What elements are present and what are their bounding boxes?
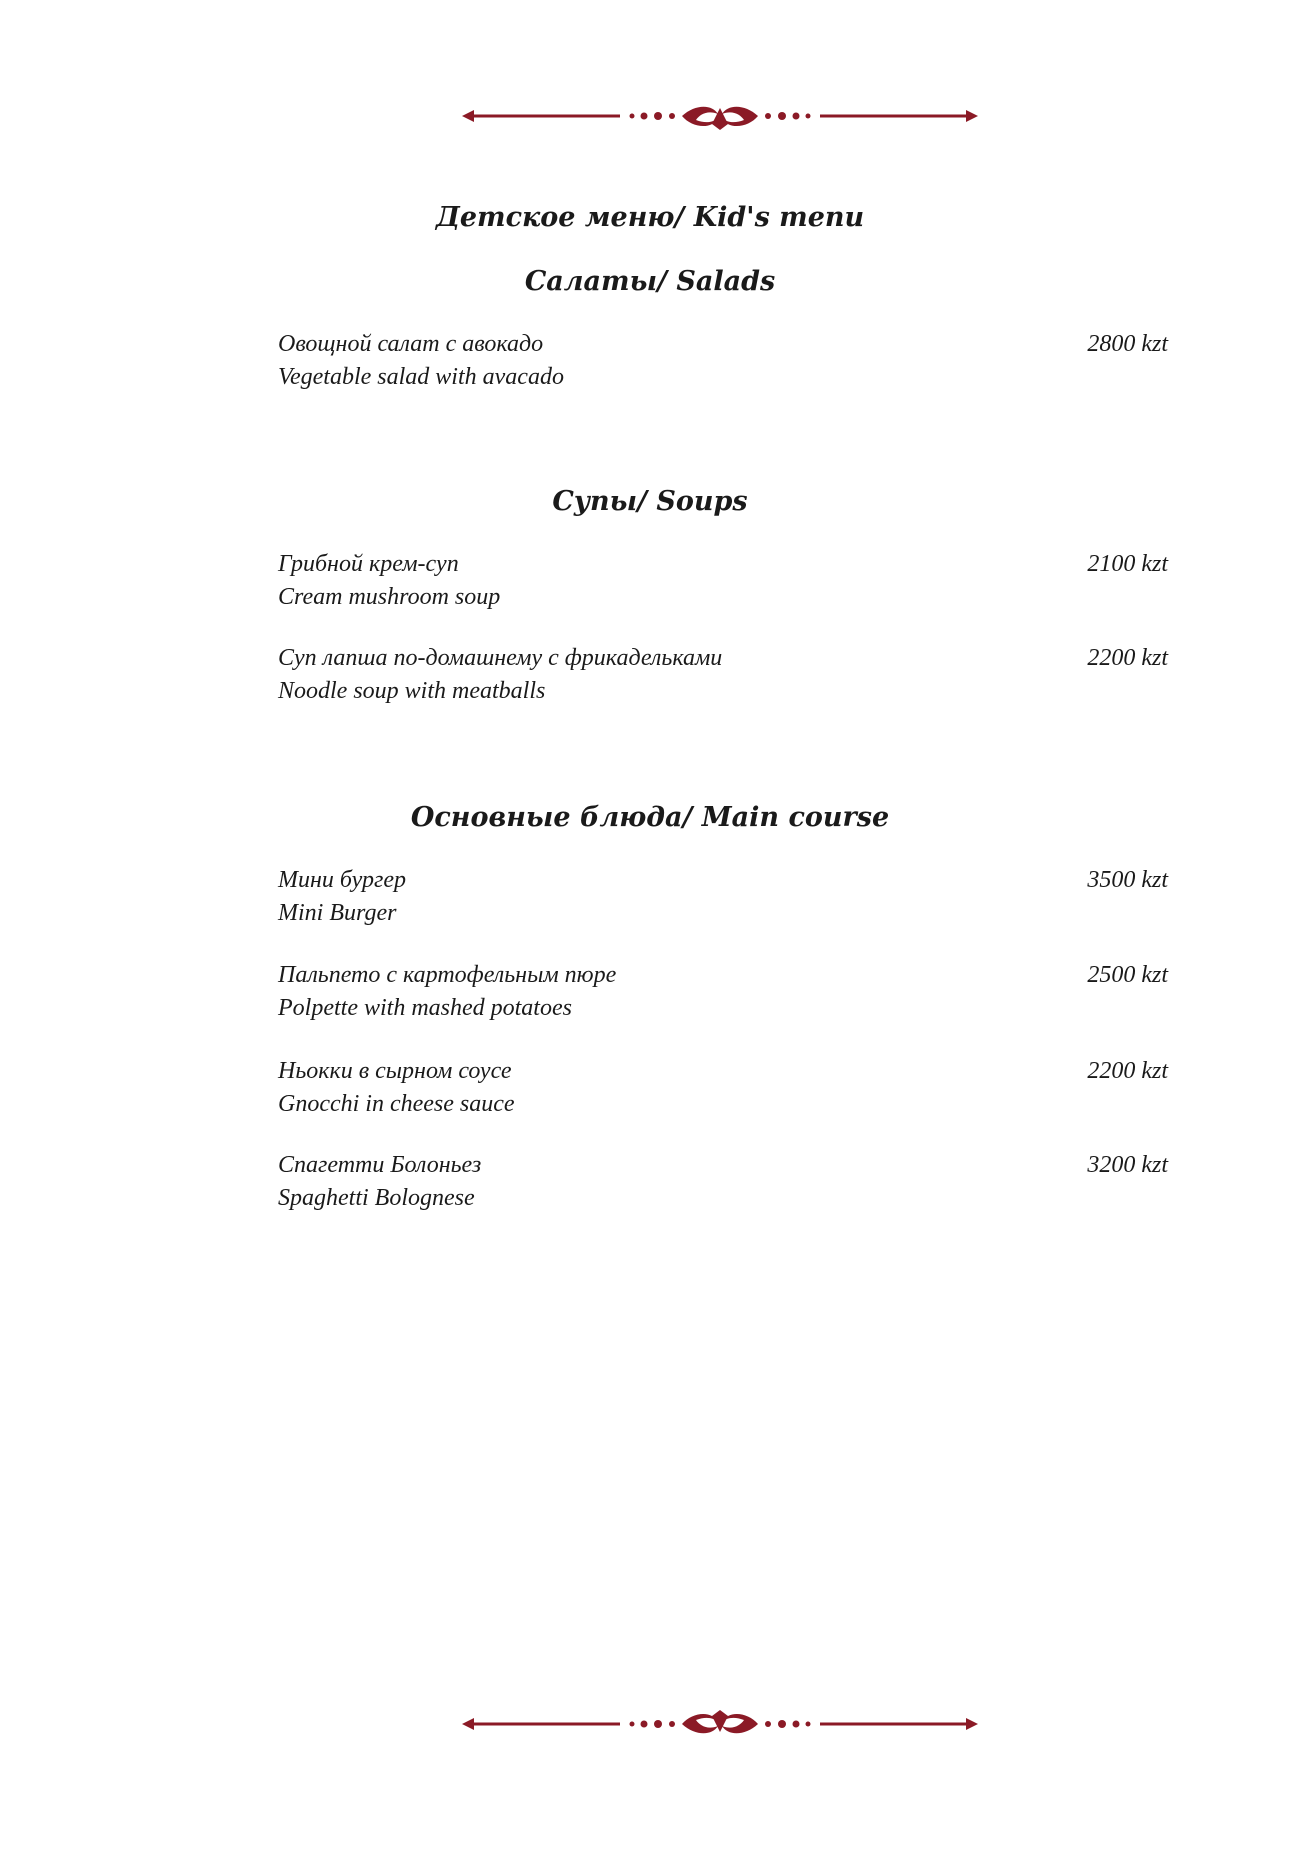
menu-item	[278, 959, 1168, 1025]
item-name-en: Cream mushroom soup	[278, 584, 501, 610]
section-title-salads: Салаты/ Salads	[524, 266, 776, 297]
item-name-en: Gnocchi in cheese sauce	[278, 1091, 515, 1117]
menu-item	[278, 1149, 1168, 1215]
menu-item	[278, 1055, 1168, 1121]
menu-item	[278, 328, 1168, 394]
item-name-ru: Грибной крем-суп	[278, 551, 459, 577]
item-name-ru: Пальпето с картофельным пюре	[278, 962, 617, 988]
item-price: 2200 kzt	[1087, 1058, 1168, 1084]
item-name-ru: Суп лапша по-домашнему с фрикадельками	[278, 645, 723, 671]
item-name-ru: Спагетти Болоньез	[278, 1152, 482, 1178]
menu-item	[278, 548, 1168, 614]
item-name-en: Noodle soup with meatballs	[278, 678, 546, 704]
item-name-en: Polpette with mashed potatoes	[278, 995, 572, 1021]
item-price: 2200 kzt	[1087, 645, 1168, 671]
item-name-ru: Овощной салат с авокадо	[278, 331, 544, 357]
section-title-main-course: Основные блюда/ Main course	[410, 802, 890, 833]
item-name-ru: Мини бургер	[278, 867, 407, 893]
item-price: 2500 kzt	[1087, 962, 1168, 988]
item-name-en: Mini Burger	[278, 900, 397, 926]
menu-item	[278, 642, 1168, 708]
item-price: 2800 kzt	[1087, 331, 1168, 357]
item-price: 3200 kzt	[1087, 1152, 1168, 1178]
item-price: 2100 kzt	[1087, 551, 1168, 577]
menu-title: Детское меню/ Kid's menu	[435, 202, 865, 233]
ornament-divider-bottom	[460, 1704, 980, 1744]
menu-item	[278, 864, 1168, 930]
section-title-soups: Супы/ Soups	[552, 486, 748, 517]
item-price: 3500 kzt	[1087, 867, 1168, 893]
item-name-ru: Ньокки в сырном соусе	[278, 1058, 512, 1084]
ornament-divider-top	[460, 96, 980, 136]
item-name-en: Spaghetti Bolognese	[278, 1185, 475, 1211]
item-name-en: Vegetable salad with avacado	[278, 364, 564, 390]
